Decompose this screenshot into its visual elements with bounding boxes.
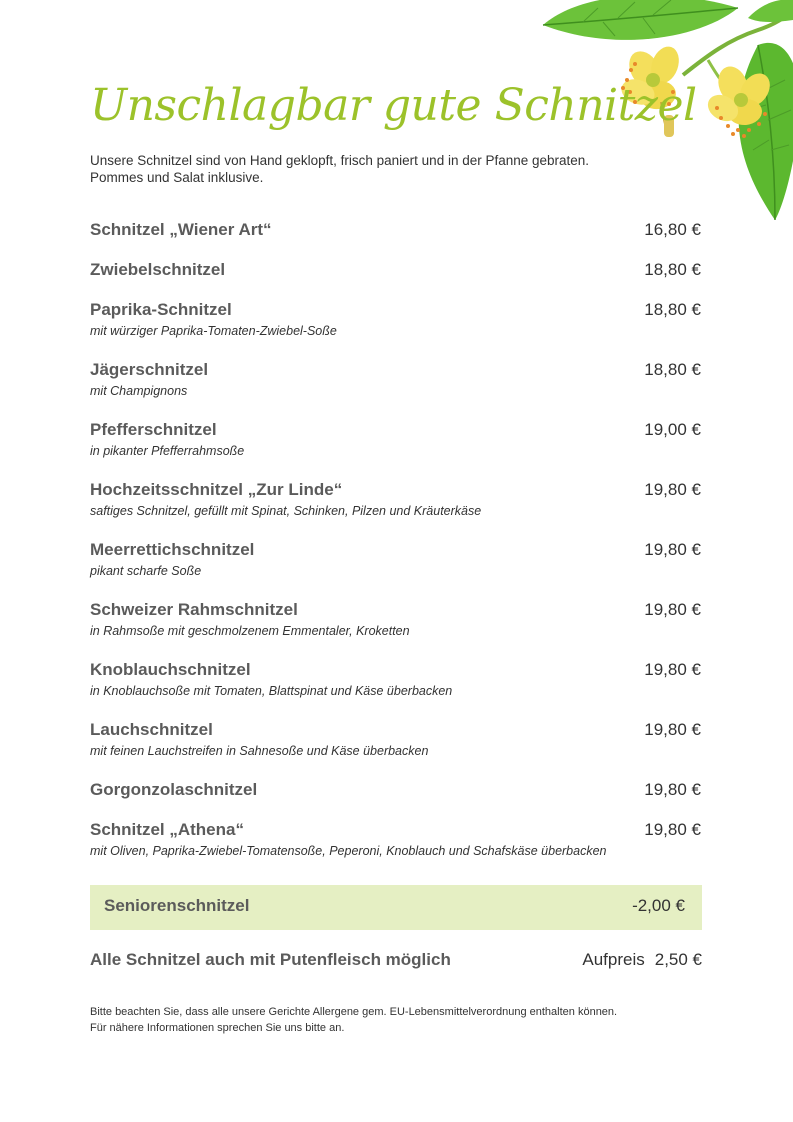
menu-item-name: Pfefferschnitzel (90, 420, 217, 439)
menu-item-description: mit würziger Paprika-Tomaten-Zwiebel-Soße (90, 324, 337, 338)
menu-item (90, 658, 701, 718)
senior-discount-price: -2,00 € (632, 896, 685, 915)
menu-item-description: in Rahmsoße mit geschmolzenem Emmentaler, Kroketten (90, 624, 410, 638)
allergen-notice-line-1: Bitte beachten Sie, dass alle unsere Gerichte Allergene gem. EU-Lebensmittelverordnung enthalten können. (90, 1006, 618, 1018)
menu-item-name: Paprika-Schnitzel (90, 300, 232, 319)
allergen-notice (90, 1004, 710, 1036)
menu-item (90, 418, 701, 478)
menu-item-price: 18,80 € (644, 360, 701, 379)
menu-item-name: Knoblauchschnitzel (90, 660, 251, 679)
menu-list (90, 218, 701, 878)
surcharge-value: 2,50 € (654, 950, 702, 969)
menu-item-price: 19,00 € (644, 420, 701, 439)
menu-item (90, 258, 701, 298)
page-title: Unschlagbar gute Schnitzel (90, 80, 697, 131)
menu-item-name: Schnitzel „Wiener Art“ (90, 220, 272, 239)
menu-item (90, 718, 701, 778)
menu-item-name: Meerrettichschnitzel (90, 540, 255, 559)
menu-item (90, 538, 701, 598)
menu-item-description: in Knoblauchsoße mit Tomaten, Blattspinat und Käse überbacken (90, 684, 453, 698)
menu-item-name: Zwiebelschnitzel (90, 260, 226, 279)
menu-item (90, 218, 701, 258)
menu-item (90, 478, 701, 538)
intro-line-1: Unsere Schnitzel sind von Hand geklopft, frisch paniert und in der Pfanne gebraten. (90, 153, 590, 168)
menu-item-price: 19,80 € (644, 720, 701, 739)
menu-item-name: Jägerschnitzel (90, 360, 209, 379)
menu-item-price: 18,80 € (644, 300, 701, 319)
menu-item-description: mit Oliven, Paprika-Zwiebel-Tomatensoße, Peperoni, Knoblauch und Schafskäse überbacken (90, 844, 607, 858)
menu-item-description: mit feinen Lauchstreifen in Sahnesoße und Käse überbacken (90, 744, 429, 758)
menu-item-name: Hochzeitsschnitzel „Zur Linde“ (90, 480, 343, 499)
turkey-option-text: Alle Schnitzel auch mit Putenfleisch möglich (90, 950, 451, 969)
menu-item-description: mit Champignons (90, 384, 188, 398)
senior-discount-row (90, 885, 702, 930)
turkey-surcharge (582, 950, 702, 970)
menu-item-name: Schnitzel „Athena“ (90, 820, 244, 839)
menu-item-name: Lauchschnitzel (90, 720, 213, 739)
menu-item (90, 358, 701, 418)
menu-item-price: 19,80 € (644, 600, 701, 619)
menu-item-price: 18,80 € (644, 260, 701, 279)
menu-item (90, 598, 701, 658)
senior-discount-name: Seniorenschnitzel (104, 896, 250, 915)
menu-item-name: Schweizer Rahmschnitzel (90, 600, 298, 619)
menu-item-price: 19,80 € (644, 480, 701, 499)
menu-item (90, 818, 701, 878)
allergen-notice-line-2: Für nähere Informationen sprechen Sie uns bitte an. (90, 1022, 345, 1034)
menu-item-price: 19,80 € (644, 780, 701, 799)
surcharge-label: Aufpreis (582, 950, 645, 969)
menu-item (90, 298, 701, 358)
intro-line-2: Pommes und Salat inklusive. (90, 170, 264, 185)
menu-item-description: pikant scharfe Soße (90, 564, 202, 578)
menu-item-name: Gorgonzolaschnitzel (90, 780, 258, 799)
menu-item-price: 19,80 € (644, 660, 701, 679)
intro-text (90, 152, 690, 186)
menu-item (90, 778, 701, 818)
menu-item-price: 19,80 € (644, 820, 701, 839)
turkey-option-row (90, 950, 702, 974)
menu-item-description: saftiges Schnitzel, gefüllt mit Spinat, Schinken, Pilzen und Kräuterkäse (90, 504, 482, 518)
menu-item-price: 19,80 € (644, 540, 701, 559)
menu-item-price: 16,80 € (644, 220, 701, 239)
menu-item-description: in pikanter Pfefferrahmsoße (90, 444, 245, 458)
